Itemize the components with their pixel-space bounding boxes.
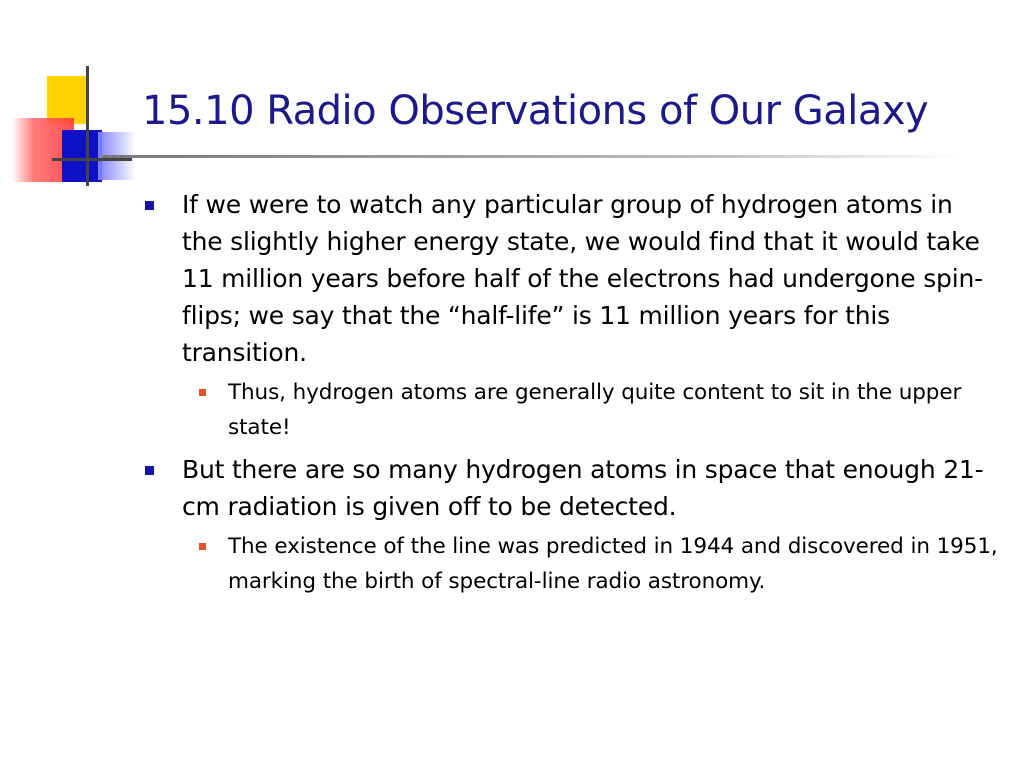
slide-title: 15.10 Radio Observations of Our Galaxy xyxy=(142,88,929,134)
bullet-text: If we were to watch any particular group of hydrogen atoms in the slightly higher energy state, we would find that it would take 11 million years before half of the electrons had undergone spin-flips; we say that the “half-life” is 11 million years for this transition. xyxy=(182,190,983,367)
logo-yellow-square xyxy=(47,76,87,124)
sub-bullet-item xyxy=(186,375,1000,445)
bullet-text: But there are so many hydrogen atoms in space that enough 21-cm radiation is given off to be detected. xyxy=(182,455,984,521)
square-bullet-icon xyxy=(145,201,154,210)
decorative-logo xyxy=(0,60,150,190)
bullet-item xyxy=(140,186,1000,445)
sub-bullet-item xyxy=(186,529,1000,599)
sub-bullet-list xyxy=(186,375,1000,445)
sub-bullet-list xyxy=(186,529,1000,599)
logo-vertical-line xyxy=(86,66,89,186)
square-sub-bullet-icon xyxy=(199,543,206,550)
sub-bullet-text: The existence of the line was predicted in 1944 and discovered in 1951, marking the birth of spectral-line radio astronomy. xyxy=(228,534,998,594)
title-underline xyxy=(102,155,962,158)
logo-horizontal-line xyxy=(52,158,132,161)
sub-bullet-text: Thus, hydrogen atoms are generally quite content to sit in the upper state! xyxy=(228,380,962,440)
bullet-list xyxy=(140,186,1000,599)
square-bullet-icon xyxy=(145,466,154,475)
bullet-item xyxy=(140,451,1000,599)
square-sub-bullet-icon xyxy=(199,389,206,396)
logo-blue-square xyxy=(62,130,102,182)
slide-content xyxy=(140,186,1000,605)
